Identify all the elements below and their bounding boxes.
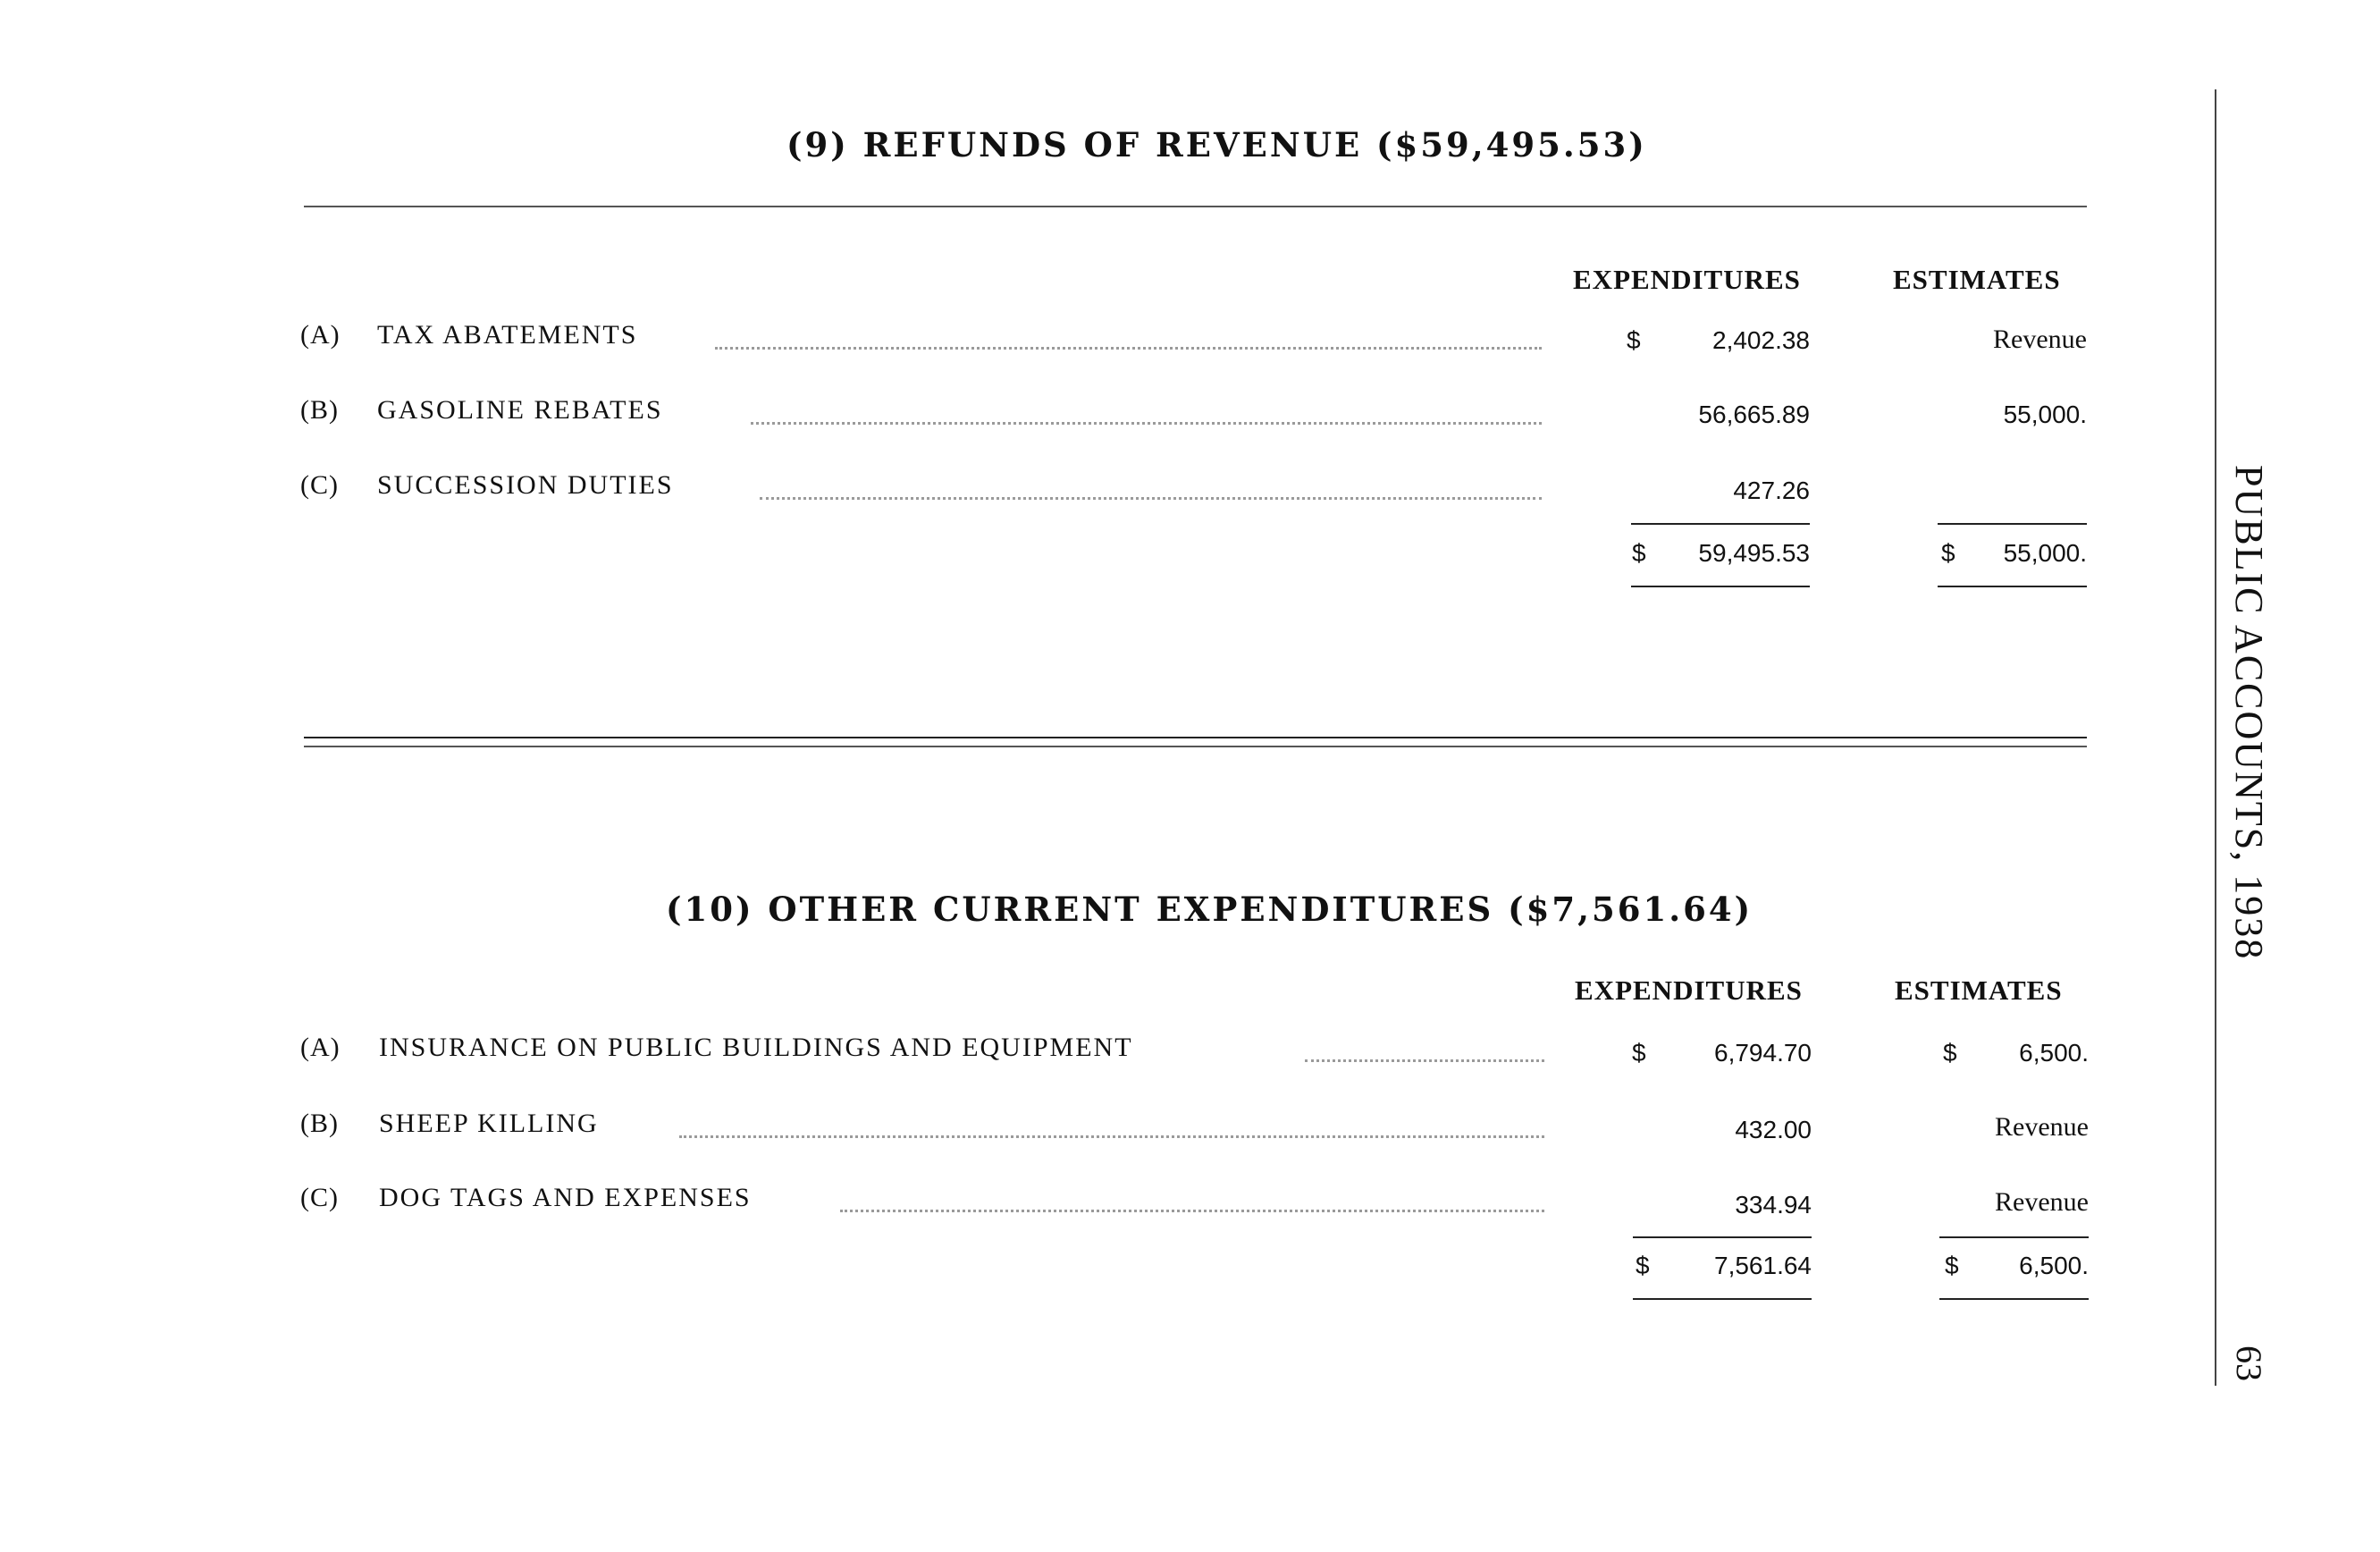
section-9-row-a-exp-dollar: $	[1627, 326, 1641, 354]
section-10-row-b-letter: (B)	[300, 1109, 339, 1138]
section-10-total-expenditure: 7,561.64	[1714, 1252, 1812, 1279]
section-9-row-b-label: GASOLINE REBATES	[377, 395, 663, 425]
section-9-row-c-expenditure: 427.26	[1733, 477, 1810, 504]
section-10-total-est-dollar: $	[1945, 1252, 1959, 1279]
section-9-total-exp-dollar: $	[1632, 539, 1646, 567]
section-10-row-a-estimate: 6,500.	[2019, 1039, 2089, 1067]
section-9-row-c-label: SUCCESSION DUTIES	[377, 470, 674, 500]
section-9-estimates-header: ESTIMATES	[1893, 264, 2061, 295]
section-9-row-c-leader	[760, 497, 1542, 500]
section-10-row-c-expenditure: 334.94	[1735, 1191, 1812, 1219]
section-10-row-a-letter: (A)	[300, 1033, 341, 1062]
section-9-row-c-letter: (C)	[300, 470, 339, 500]
section-10-est-subtotal-rule	[1939, 1236, 2089, 1238]
section-10-est-total-rule	[1939, 1298, 2089, 1300]
section-9-total-est-dollar: $	[1941, 539, 1955, 567]
section-10-row-b-label: SHEEP KILLING	[379, 1109, 599, 1138]
section-10-row-a-leader	[1305, 1059, 1544, 1062]
section-9-row-b-letter: (B)	[300, 395, 339, 425]
section-9-est-total-rule	[1938, 586, 2087, 587]
section-9-total-expenditure: 59,495.53	[1698, 539, 1810, 567]
section-9-row-a-label: TAX ABATEMENTS	[377, 320, 638, 350]
section-10-row-b-estimate: Revenue	[1995, 1112, 2089, 1142]
section-9-title: (9) REFUNDS OF REVENUE ($59,495.53)	[786, 125, 1647, 164]
section-10-row-b-leader	[679, 1135, 1544, 1138]
section-10-estimates-header: ESTIMATES	[1895, 974, 2063, 1006]
section-10-row-a-est-dollar: $	[1943, 1039, 1957, 1067]
section-divider-upper	[304, 737, 2087, 738]
section-10-row-c-letter: (C)	[300, 1183, 339, 1212]
section-10-total-estimate: 6,500.	[2019, 1252, 2089, 1279]
section-9-top-rule	[304, 206, 2087, 207]
section-9-row-a-leader	[715, 347, 1542, 350]
page-number: 63	[2229, 1345, 2269, 1381]
section-10-exp-subtotal-rule	[1633, 1236, 1812, 1238]
section-9-row-a-expenditure: 2,402.38	[1712, 326, 1810, 354]
section-10-title: (10) OTHER CURRENT EXPENDITURES ($7,561.64)	[666, 890, 1753, 929]
section-9-row-b-estimate: 55,000.	[2003, 401, 2087, 428]
section-10-expenditures-header: EXPENDITURES	[1575, 974, 1803, 1006]
section-9-exp-subtotal-rule	[1631, 523, 1810, 525]
section-10-row-c-estimate: Revenue	[1995, 1187, 2089, 1217]
margin-rule	[2215, 89, 2216, 1386]
section-10-row-a-label: INSURANCE ON PUBLIC BUILDINGS AND EQUIPMENT	[379, 1033, 1133, 1062]
section-9-row-a-estimate: Revenue	[1993, 325, 2087, 354]
section-10-row-c-label: DOG TAGS AND EXPENSES	[379, 1183, 752, 1212]
section-9-exp-total-rule	[1631, 586, 1810, 587]
section-10-total-exp-dollar: $	[1636, 1252, 1650, 1279]
section-9-est-subtotal-rule	[1938, 523, 2087, 525]
section-divider-lower	[304, 746, 2087, 747]
section-10-row-b-expenditure: 432.00	[1735, 1116, 1812, 1143]
section-10-exp-total-rule	[1633, 1298, 1812, 1300]
section-10-row-c-leader	[840, 1210, 1544, 1212]
section-9-expenditures-header: EXPENDITURES	[1573, 264, 1801, 295]
section-10-row-a-expenditure: 6,794.70	[1714, 1039, 1812, 1067]
section-10-row-a-exp-dollar: $	[1632, 1039, 1646, 1067]
section-9-row-b-expenditure: 56,665.89	[1698, 401, 1810, 428]
section-9-row-a-letter: (A)	[300, 320, 341, 350]
section-9-total-estimate: 55,000.	[2003, 539, 2087, 567]
section-9-row-b-leader	[751, 422, 1542, 425]
running-title: PUBLIC ACCOUNTS, 1938	[2227, 465, 2271, 961]
